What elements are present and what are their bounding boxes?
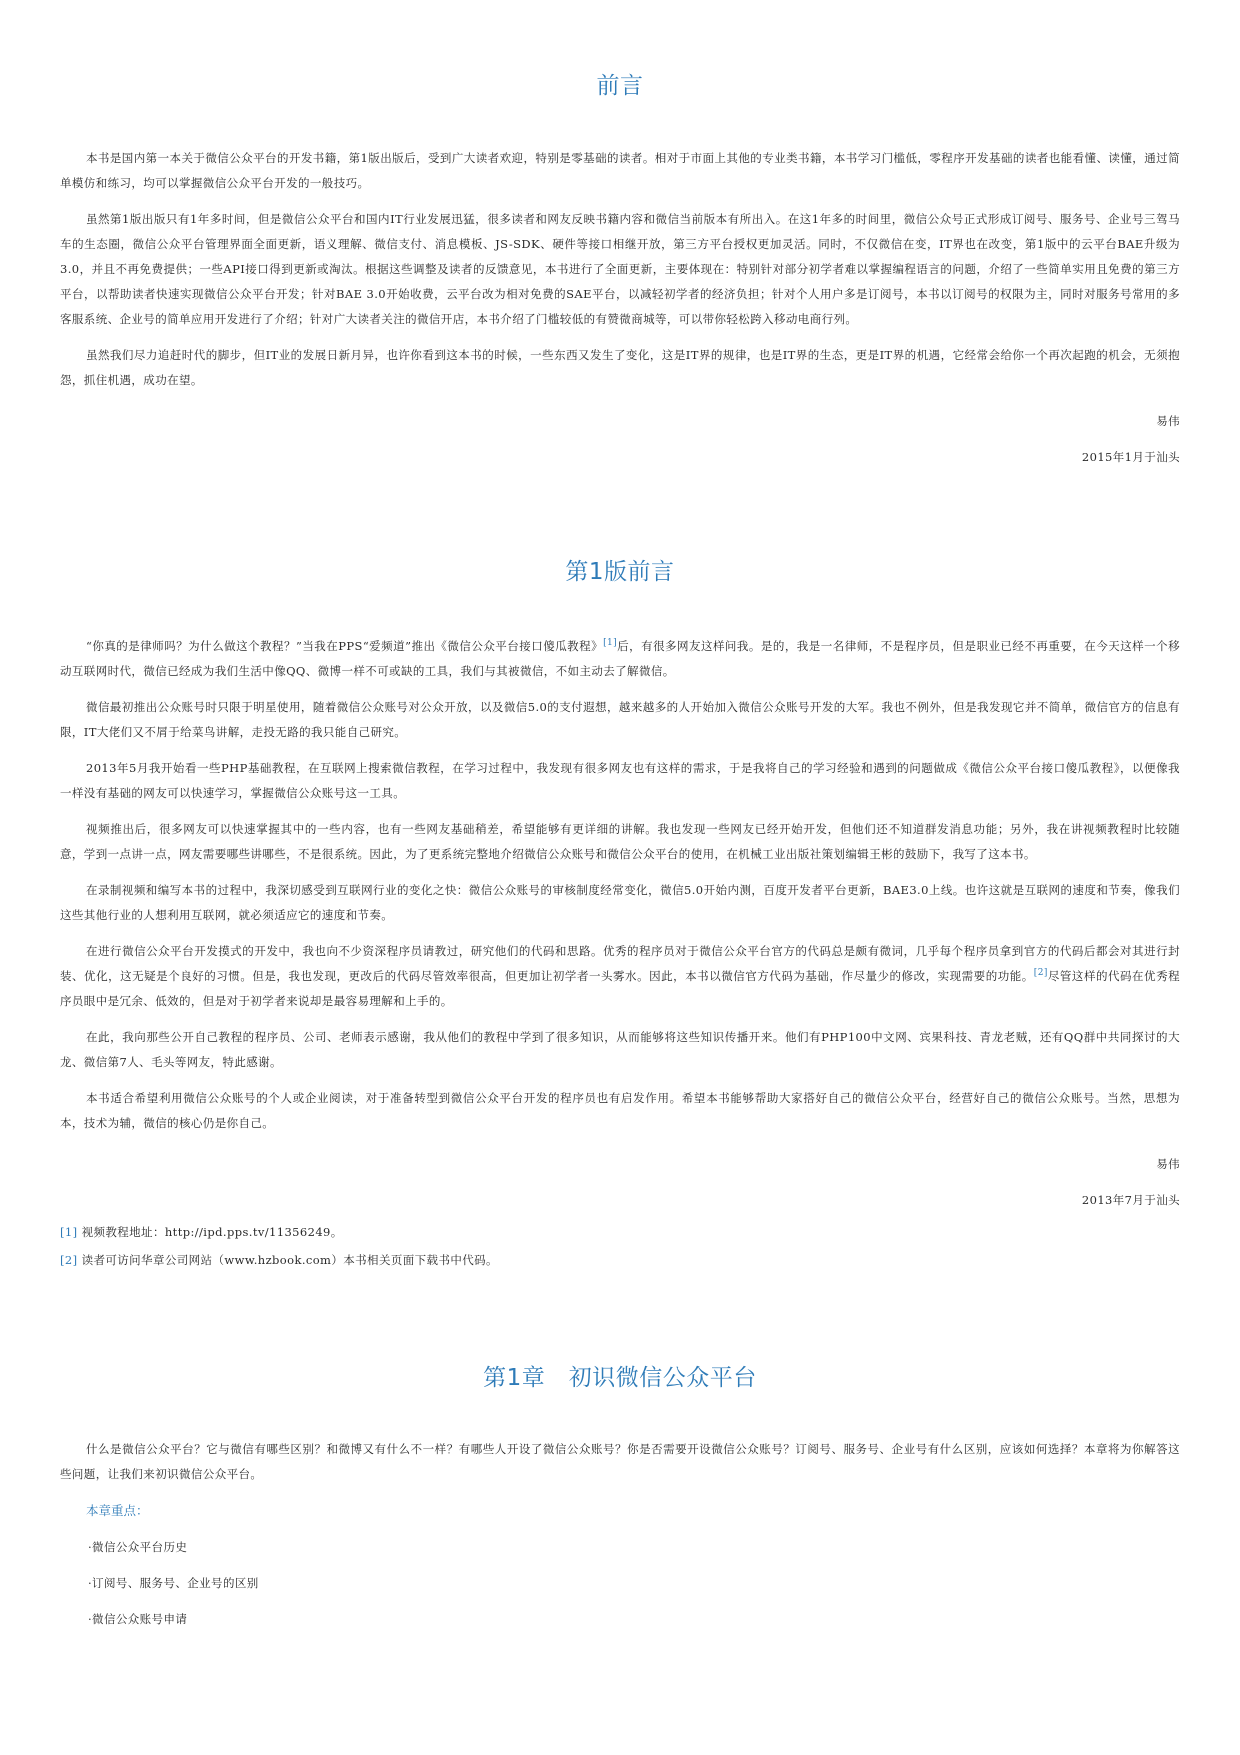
first-preface-date: 2013年7月于汕头: [1081, 1193, 1180, 1207]
first-preface-paragraph: 在此，我向那些公开自己教程的程序员、公司、老师表示感谢，我从他们的教程中学到了很多知识，从而能够将这些知识传播开来。他们有PHP100中文网、宾果科技、青龙老贼，还有QQ群中共同探讨的大龙、微信第7人、毛头等网友，特此感谢。: [60, 1030, 1180, 1069]
chapter-intro: 什么是微信公众平台？它与微信有哪些区别？和微博又有什么不一样？有哪些人开设了微信公众账号？你是否需要开设微信公众账号？订阅号、服务号、企业号有什么区别，应该如何选择？本章将为你解答这些问题，让我们来初识微信公众平台。: [60, 1442, 1180, 1481]
footnotes: [60, 1224, 1180, 1268]
first-preface-author: 易伟: [1156, 1157, 1180, 1171]
footnote-ref-1[interactable]: [1]: [603, 638, 618, 649]
preface-author: 易伟: [1156, 414, 1180, 428]
first-preface-title: 第1版前言: [565, 559, 675, 585]
key-point-item: ·微信公众账号申请: [88, 1612, 188, 1626]
preface-date: 2015年1月于汕头: [1081, 450, 1180, 464]
footnote: [1] 视频教程地址：http://ipd.pps.tv/11356249。: [60, 1225, 343, 1239]
chapter-body: [60, 1437, 1180, 1627]
first-preface-body: [60, 634, 1180, 1268]
chapter-title: 第1章 初识微信公众平台: [483, 1365, 757, 1391]
preface-body: [60, 146, 1180, 465]
footnote-ref-2[interactable]: [2]: [1033, 968, 1048, 979]
preface-title: 前言: [596, 73, 644, 99]
footnote-mark[interactable]: [2]: [60, 1253, 78, 1267]
first-preface-paragraph: “你真的是律师吗？为什么做这个教程？”当我在PPS“爱频道”推出《微信公众平台接口傻瓜教程》[1]后，有很多网友这样问我。是的，我是一名律师，不是程序员，但是职业已经不再重要，在今天这样一个移动互联网时代，微信已经成为我们生活中像QQ、微博一样不可或缺的工具，我们与其被微信，不如主动去了解微信。: [60, 638, 1181, 678]
preface-paragraph: 本书是国内第一本关于微信公众平台的开发书籍，第1版出版后，受到广大读者欢迎，特别是零基础的读者。相对于市面上其他的专业类书籍，本书学习门槛低，零程序开发基础的读者也能看懂、读懂，通过简单模仿和练习，均可以掌握微信公众平台开发的一般技巧。: [60, 151, 1180, 190]
first-preface-paragraph: 在录制视频和编写本书的过程中，我深切感受到互联网行业的变化之快：微信公众账号的审核制度经常变化，微信5.0开始内测，百度开发者平台更新，BAE3.0上线。也许这就是互联网的速度和节奏，像我们这些其他行业的人想利用互联网，就必须适应它的速度和节奏。: [60, 883, 1180, 922]
first-preface-paragraph: 在进行微信公众平台开发摸式的开发中，我也向不少资深程序员请教过，研究他们的代码和思路。优秀的程序员对于微信公众平台官方的代码总是颇有微词，几乎每个程序员拿到官方的代码后都会对其进行封装、优化，这无疑是个良好的习惯。但是，我也发现，更改后的代码尽管效率很高，但更加让初学者一头雾水。因此，本书以微信官方代码为基础，作尽量少的修改，实现需要的功能。[2]尽管这样的代码在优秀程序员眼中是冗余、低效的，但是对于初学者来说却是最容易理解和上手的。: [60, 944, 1180, 1008]
preface-paragraph: 虽然第1版出版只有1年多时间，但是微信公众平台和国内IT行业发展迅猛，很多读者和网友反映书籍内容和微信当前版本有所出入。在这1年多的时间里，微信公众号正式形成订阅号、服务号、企业号三驾马车的生态圈，微信公众平台管理界面全面更新，语义理解、微信支付、消息模板、JS-SDK、硬件等接口相继开放，第三方平台授权更加灵活。同时，不仅微信在变，IT界也在改变，第1版中的云平台BAE升级为3.0，并且不再免费提供；一些API接口得到更新或淘汰。根据这些调整及读者的反馈意见，本书进行了全面更新，主要体现在：特别针对部分初学者难以掌握编程语言的问题，介绍了一些简单实用且免费的第三方平台，以帮助读者快速实现微信公众平台开发；针对BAE 3.0开始收费，云平台改为相对免费的SAE平台，以减轻初学者的经济负担；针对个人用户多是订阅号，本书以订阅号的权限为主，同时对服务号常用的多客服系统、企业号的简单应用开发进行了介绍；针对广大读者关注的微信开店，本书介绍了门槛较低的有赞微商城等，可以带你轻松跨入移动电商行列。: [60, 212, 1180, 326]
preface-paragraph: 虽然我们尽力追赶时代的脚步，但IT业的发展日新月异，也许你看到这本书的时候，一些东西又发生了变化，这是IT界的规律，也是IT界的生态，更是IT界的机遇，它经常会给你一个再次起跑的机会，无须抱怨，抓住机遇，成功在望。: [60, 348, 1180, 387]
key-point-item: ·微信公众平台历史: [88, 1540, 188, 1554]
footnote: [2] 读者可访问华章公司网站（www.hzbook.com）本书相关页面下载书中代码。: [60, 1253, 498, 1267]
key-points-title: 本章重点：: [86, 1503, 149, 1518]
footnote-mark[interactable]: [1]: [60, 1225, 78, 1239]
first-preface-paragraph: 2013年5月我开始看一些PHP基础教程，在互联网上搜索微信教程，在学习过程中，我发现有很多网友也有这样的需求，于是我将自己的学习经验和遇到的问题做成《微信公众平台接口傻瓜教程》，以便像我一样没有基础的网友可以快速学习，掌握微信公众账号这一工具。: [60, 761, 1180, 800]
first-preface-paragraph: 微信最初推出公众账号时只限于明星使用，随着微信公众账号对公众开放，以及微信5.0的支付遐想，越来越多的人开始加入微信公众账号开发的大军。我也不例外，但是我发现它并不简单，微信官方的信息有限，IT大佬们又不屑于给菜鸟讲解，走投无路的我只能自己研究。: [60, 700, 1180, 739]
key-point-item: ·订阅号、服务号、企业号的区别: [88, 1576, 259, 1590]
first-preface-paragraph: 视频推出后，很多网友可以快速掌握其中的一些内容，也有一些网友基础稍差，希望能够有更详细的讲解。我也发现一些网友已经开始开发，但他们还不知道群发消息功能；另外，我在讲视频教程时比较随意，学到一点讲一点，网友需要哪些讲哪些，不是很系统。因此，为了更系统完整地介绍微信公众账号和微信公众平台的使用，在机械工业出版社策划编辑王彬的鼓励下，我写了这本书。: [60, 822, 1180, 861]
first-preface-paragraph: 本书适合希望利用微信公众账号的个人或企业阅读，对于准备转型到微信公众平台开发的程序员也有启发作用。希望本书能够帮助大家搭好自己的微信公众平台，经营好自己的微信公众账号。当然，思想为本，技术为辅，微信的核心仍是你自己。: [60, 1091, 1180, 1130]
